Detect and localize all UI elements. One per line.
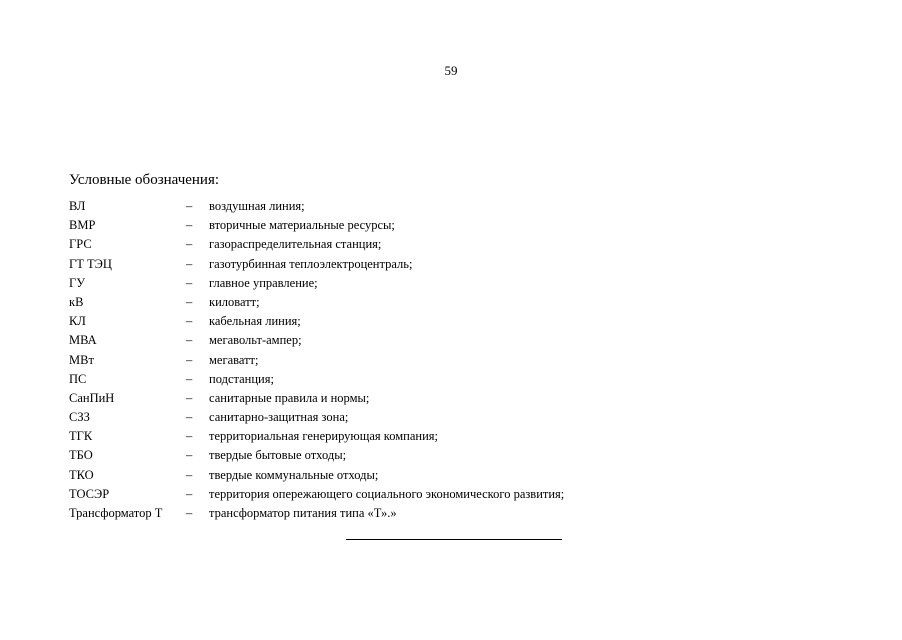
abbreviation-row — [69, 312, 689, 331]
abbreviation-row — [69, 408, 689, 427]
abbreviation-term: СанПиН — [69, 390, 115, 405]
abbreviation-term: ВЛ — [69, 199, 86, 213]
abbreviation-term: ТОСЭР — [69, 486, 110, 501]
legend-heading: Условные обозначения: — [69, 172, 220, 188]
abbreviation-definition: твердые бытовые отходы; — [209, 448, 347, 463]
abbreviation-dash: – — [186, 294, 193, 309]
abbreviation-definition: мегавольт-ампер; — [209, 333, 302, 348]
page-number: 59 — [444, 63, 458, 78]
abbreviation-term: МВт — [69, 352, 94, 367]
abbreviation-row — [69, 331, 689, 350]
abbreviation-dash: – — [186, 410, 193, 425]
abbreviation-definition: санитарно-защитная зона; — [209, 410, 349, 425]
abbreviation-term: МВА — [69, 333, 97, 348]
abbreviation-row — [69, 504, 689, 523]
abbreviation-row — [69, 351, 689, 370]
abbreviation-row — [69, 427, 689, 446]
abbreviation-dash: – — [186, 314, 193, 329]
abbreviation-dash: – — [186, 275, 193, 290]
abbreviation-dash: – — [186, 199, 193, 213]
abbreviation-term: ТКО — [69, 467, 94, 482]
abbreviation-definition: кабельная линия; — [209, 314, 301, 329]
abbreviation-definition: главное управление; — [209, 275, 318, 290]
abbreviation-term: ТГК — [69, 429, 93, 444]
abbreviation-row — [69, 293, 689, 312]
abbreviation-row — [69, 216, 689, 235]
abbreviation-row — [69, 370, 689, 389]
abbreviation-row — [69, 485, 689, 504]
abbreviation-term: ГРС — [69, 237, 92, 252]
abbreviation-dash: – — [186, 429, 193, 444]
abbreviation-definition: трансформатор питания типа «Т».» — [209, 506, 397, 520]
abbreviation-term: ПС — [69, 371, 87, 386]
abbreviation-row — [69, 274, 689, 293]
abbreviation-term: кВ — [69, 294, 84, 309]
abbreviation-definition: санитарные правила и нормы; — [209, 390, 370, 405]
abbreviation-dash: – — [186, 256, 193, 271]
abbreviation-dash: – — [186, 352, 193, 367]
abbreviation-definition: подстанция; — [209, 371, 274, 386]
abbreviation-row — [69, 197, 689, 216]
abbreviation-definition: мегаватт; — [209, 352, 259, 367]
abbreviation-dash: – — [186, 390, 193, 405]
abbreviation-dash: – — [186, 333, 193, 348]
abbreviation-dash: – — [186, 448, 193, 463]
abbreviation-dash: – — [186, 486, 193, 501]
abbreviation-term: КЛ — [69, 314, 86, 329]
abbreviation-definition: газотурбинная теплоэлектроцентраль; — [209, 256, 413, 271]
abbreviation-term: ВМР — [69, 218, 96, 233]
abbreviation-dash: – — [186, 218, 193, 233]
abbreviation-row — [69, 255, 689, 274]
abbreviation-definition: территориальная генерирующая компания; — [209, 429, 439, 444]
abbreviation-dash: – — [186, 506, 193, 520]
abbreviation-definition: твердые коммунальные отходы; — [209, 467, 379, 482]
abbreviation-dash: – — [186, 467, 193, 482]
abbreviation-definition: киловатт; — [209, 294, 260, 309]
abbreviation-term: ТБО — [69, 448, 93, 463]
end-rule-divider — [346, 539, 562, 540]
abbreviation-definition: вторичные материальные ресурсы; — [209, 218, 395, 233]
abbreviation-term: ГУ — [69, 275, 86, 290]
abbreviation-term: Трансформатор Т — [69, 506, 163, 520]
abbreviation-definition: территория опережающего социального экономического развития; — [209, 486, 565, 501]
abbreviation-term: ГТ ТЭЦ — [69, 256, 112, 271]
abbreviation-dash: – — [186, 237, 193, 252]
abbreviation-row — [69, 446, 689, 465]
abbreviation-definition: воздушная линия; — [209, 199, 305, 213]
abbreviation-row — [69, 389, 689, 408]
abbreviation-list — [69, 197, 689, 523]
abbreviation-dash: – — [186, 371, 193, 386]
abbreviation-term: СЗЗ — [69, 410, 90, 425]
abbreviation-row — [69, 235, 689, 254]
abbreviation-row — [69, 466, 689, 485]
abbreviation-definition: газораспределительная станция; — [209, 237, 382, 252]
